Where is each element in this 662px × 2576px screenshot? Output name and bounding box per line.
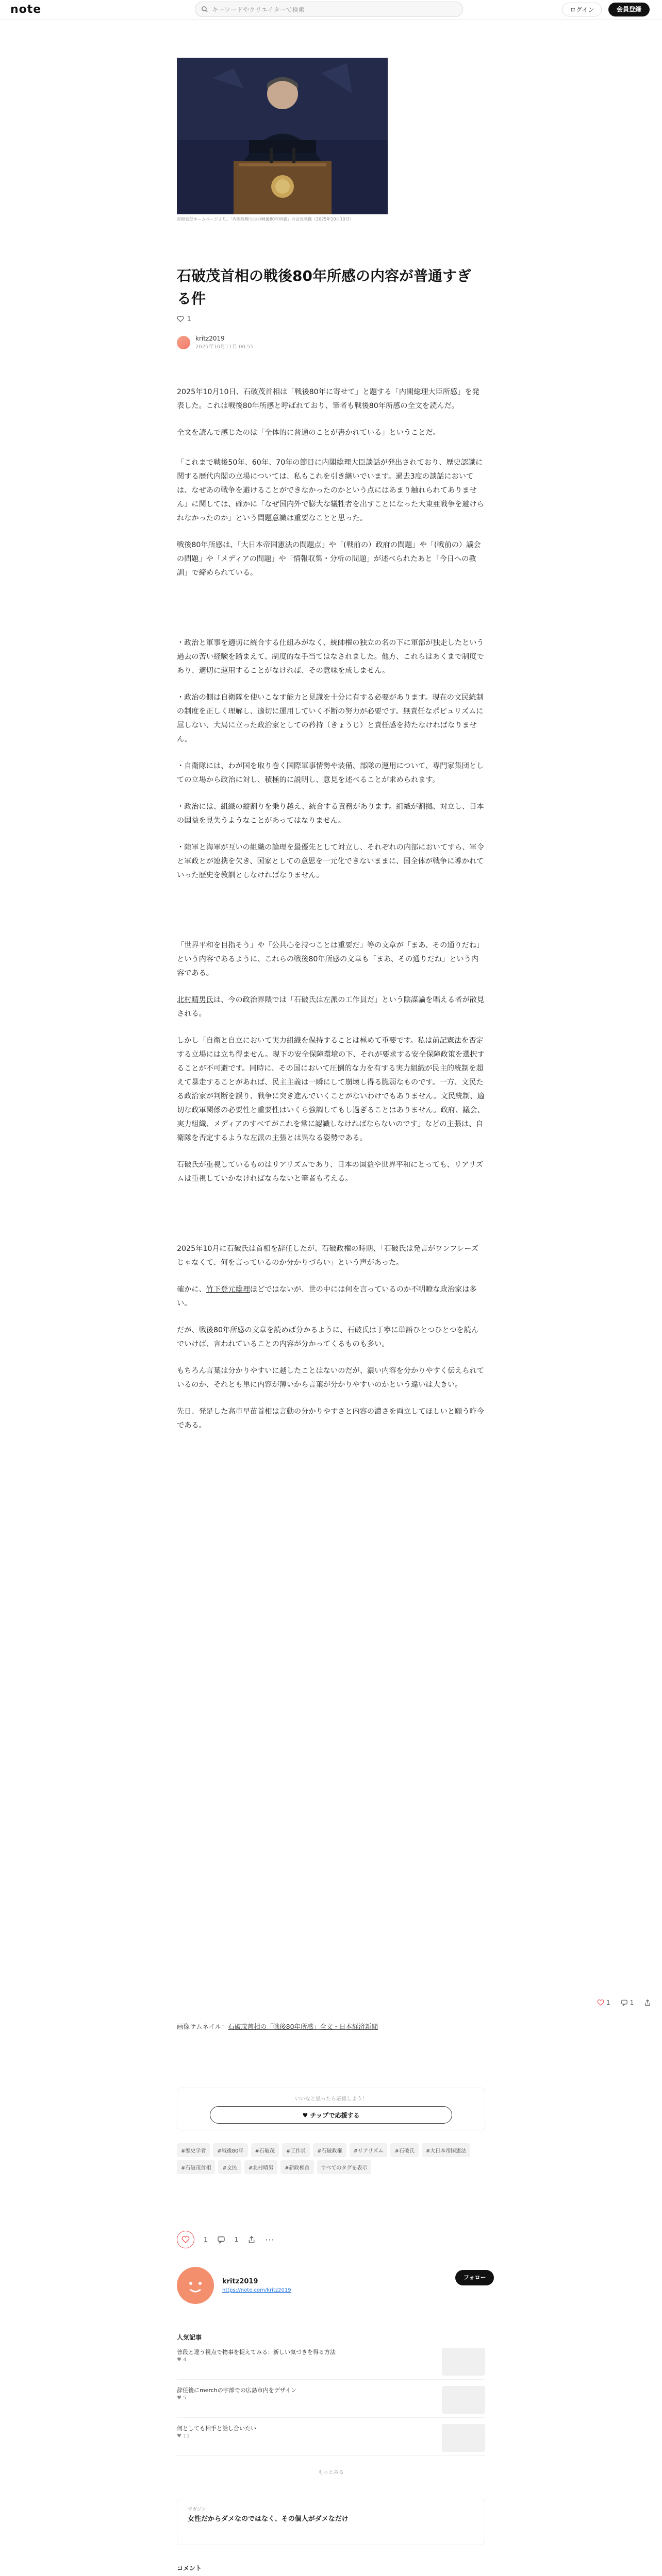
paragraph-text: 確かに、 [177, 1285, 206, 1294]
popular-more-link[interactable]: もっとみる [318, 2470, 344, 2476]
bullet: ・陸軍と海軍が互いの組織の論理を最優先として対立し、それぞれの内部においてすら、軍令と軍政とが連携を欠き、国家としての意思を一元化できないままに、国全体が戦争に導かれていった歴史を教訓としなければなりません。 [177, 843, 484, 879]
paragraph: 2025年10月10日、石破茂首相は「戦後80年に寄せて」と題する「内閣総理大臣所感」を発表した。これは戦後80年所感と呼ばれており、筆者も戦後80年所感の全文を読んだ。 [177, 388, 479, 410]
tag-chip[interactable]: #歴史学者 [177, 2143, 210, 2157]
search-input[interactable] [195, 2, 463, 17]
paragraph: 「世界平和を目指そう」や「公共心を持つことは重要だ」等の文章が「まあ、その通りだね」という内容であるように、これらの戦後80年所感の文章も「まあ、その通りだね」という内容である。 [177, 941, 484, 977]
sidebar-comment[interactable] [621, 1999, 634, 2006]
tag-chip[interactable]: #新政権首 [280, 2160, 313, 2174]
tag-list [177, 2143, 485, 2174]
popular-like-count: 11 [183, 2433, 190, 2439]
article-title: 石破茂首相の戦後80年所感の内容が普通すぎる件 [177, 267, 471, 307]
heart-icon [181, 2235, 190, 2244]
popular-item[interactable] [177, 2386, 485, 2418]
chip-question: いいなと思ったら応援しよう！ [295, 2096, 367, 2102]
author-avatar[interactable] [177, 336, 190, 349]
bullet: ・政治と軍事を適切に統合する仕組みがなく、統帥権の独立の名の下に軍部が独走したという過去の苦い経験を踏まえて、制度的な手当てはなされました。他方、これらはあくまで制度であり、適切に運用することがなければ、その意味を成しません。 [177, 639, 484, 675]
like-button[interactable] [177, 2231, 194, 2248]
article-body [177, 385, 485, 1446]
floating-actions [597, 1999, 651, 2006]
sidebar-like-count: 1 [606, 1999, 610, 2006]
tag-chip[interactable]: #石破茂 [251, 2143, 279, 2157]
comment-icon [621, 1999, 628, 2006]
bullet: ・自衛隊には、わが国を取り巻く国際軍事情勢や装備、部隊の運用について、専門家集団としての立場から政治に対し、積極的に説明し、意見を述べることが求められます。 [177, 762, 484, 784]
magazine-label: マガジン [188, 2507, 206, 2512]
popular-thumbnail[interactable] [442, 2386, 485, 2414]
follow-button[interactable]: フォロー [455, 2270, 494, 2285]
post-date: 2025年10月11日 00:55 [195, 344, 254, 350]
sidebar-comment-count: 1 [630, 1999, 634, 2006]
author-name[interactable]: kritz2019 [195, 335, 225, 342]
paragraph: 先日、発足した高市早苗首相は言動の分かりやすさと内容の濃さを両立してほしいと願う昨今である。 [177, 1408, 484, 1430]
heart-icon[interactable] [177, 315, 184, 323]
paragraph: 戦後80年所感は、「大日本帝国憲法の問題点」や「(戦前の）政府の問題」や「(戦前の）議会の問題」や「メディアの問題」や「情報収集・分析の問題」が述べられたあと「今日への教訓」で締められている。 [177, 541, 481, 577]
popular-title[interactable]: 普段と違う視点で物事を捉えてみる：新しい気づきを得る方法 [177, 2349, 336, 2355]
search-icon [202, 6, 208, 12]
popular-likes: ♥ 5 [177, 2395, 187, 2401]
magazine-title[interactable]: 女性だからダメなのではなく、その個人がダメなだけ [188, 2515, 349, 2523]
popular-heading: 人気記事 [177, 2334, 202, 2341]
share-icon[interactable] [644, 1999, 651, 2006]
article-actions [177, 2231, 485, 2248]
paragraph: 「これまで戦後50年、60年、70年の節目に内閣総理大臣談話が発出されており、歴史認識に関する歴代内閣の立場については、私もこれを引き継いでいます。過去3度の談話においては、なぜあの戦争を避けることができなかったのかという点にはあまり触れられてありません」に関しては、確かに「なぜ国内外で膨大な犠牲者を出すことになった大東亜戦争を避けられなかったのか」という問題意識は重要なことと思った。 [177, 459, 484, 522]
tag-chip[interactable]: #リアリズム [350, 2143, 388, 2157]
paragraph: 石破氏が重視しているものはリアリズムであり、日本の国益や世界平和にとっても、リアリズムは重視していかなければならないと筆者も考える。 [177, 1161, 483, 1183]
hero-photo [177, 58, 388, 214]
note-logo[interactable]: note [10, 3, 42, 16]
tag-chip[interactable]: #石破茂首相 [177, 2160, 215, 2174]
sidebar-like[interactable] [597, 1999, 610, 2006]
tag-chip[interactable]: #大日本帝国憲法 [422, 2143, 470, 2157]
tag-chip[interactable]: #文民 [218, 2160, 241, 2174]
popular-item[interactable] [177, 2348, 485, 2380]
creator-avatar[interactable] [177, 2267, 214, 2304]
tag-chip[interactable]: #石破氏 [390, 2143, 418, 2157]
paragraph [177, 993, 485, 1021]
chip-icon: ♥ [302, 2112, 310, 2119]
paragraph: もちろん言葉は分かりやすいに越したことはないのだが、濃い内容を分かりやすく伝えられているのか、それとも単に内容が薄いから言葉が分かりやすいのかという違いは大きい。 [177, 1367, 484, 1389]
tag-chip[interactable]: #戦後80年 [213, 2143, 247, 2157]
popular-likes: ♥ 4 [177, 2357, 187, 2363]
paragraph: しかし「自衛と自立において実力組織を保持することは極めて重要です。私は前記憲法を否定する立場には立ち得ません。現下の安全保障環境の下、それが要求する安全保障政策を選択することが不可避です。同時に、その国において圧倒的な力を有する実力組織が民主的統制を超えて暴走することがあれば、民主主義は一瞬にして崩壊し得る脆弱なものです。一方、文民たる政治家が判断を誤り、戦争に突き進んでいくことがないわけでもありません。文民統制、適切な政軍関係の必要性と重要性はいくら強調してもし過ぎることはありません。政府、議会、実力組織、メディアのすべてがこれを常に認識しなければならないのです」などの主張は、自衛隊を否定するような左派の主張とは異なる姿勢である。 [177, 1037, 485, 1142]
like-summary [177, 315, 485, 323]
heart-icon [597, 1999, 604, 2006]
like-count: 1 [204, 2236, 208, 2243]
register-button[interactable]: 会員登録 [608, 3, 650, 16]
chip-button-label: チップで応援する [310, 2112, 360, 2119]
top-header [0, 0, 662, 20]
paragraph: 全文を読んで感じたのは「全体的に普通のことが書かれている」ということだ。 [177, 429, 440, 437]
comments-heading: コメント [177, 2565, 202, 2572]
popular-thumbnail[interactable] [442, 2424, 485, 2452]
bullet: ・政治の側は自衛隊を使いこなす能力と見識を十分に有する必要があります。現在の文民統制の制度を正しく理解し、適切に運用していく不断の努力が必要です。無責任なポピュリズムに屈しない、大局に立った政治家としての矜持（きょうじ）と責任感を持たなければなりません。 [177, 693, 484, 743]
popular-title[interactable]: 辞任後にmerchの宇部での広島市内をデザイン [177, 2387, 297, 2394]
share-icon[interactable] [247, 2235, 256, 2244]
creator-card [177, 2267, 485, 2304]
paragraph-text: は、今の政治界隈では「石破氏は左派の工作員だ」という陰謀論を唱える者が散見される。 [177, 996, 484, 1018]
chip-button[interactable] [210, 2106, 452, 2124]
paragraph: だが、戦後80年所感の文章を読めば分かるように、石破氏は丁寧に単語ひとつひとつを読んでいけば、言われていることの内容が分かってくるものも多い。 [177, 1326, 478, 1348]
popular-title[interactable]: 何としても相手と話し合いたい [177, 2425, 256, 2432]
takeshita-link[interactable]: 竹下登元総理 [206, 1285, 250, 1294]
popular-likes: ♥ 11 [177, 2433, 190, 2439]
login-button[interactable]: ログイン [562, 3, 602, 16]
popular-item[interactable] [177, 2424, 485, 2456]
creator-name[interactable]: kritz2019 [222, 2278, 258, 2285]
more-icon[interactable]: ··· [265, 2234, 275, 2245]
popular-like-count: 4 [183, 2357, 187, 2363]
popular-articles [177, 2333, 485, 2462]
image-credit-label: 画像サムネイル： [177, 2023, 228, 2030]
popular-thumbnail[interactable] [442, 2348, 485, 2376]
paragraph: 2025年10月に石破氏は首相を辞任したが、石破政権の時期、「石破氏は発言がワンフレーズじゃなくて、何を言っているのか分かりづらい」という声があった。 [177, 1245, 478, 1267]
paragraph-text: ほどではないが、世の中には何を言っているのか不明瞭な政治家は多い。 [177, 1285, 477, 1308]
paragraph [177, 1283, 485, 1311]
tag-chip[interactable]: #北村晴男 [244, 2160, 277, 2174]
magazine-card[interactable] [177, 2499, 485, 2545]
tag-chip[interactable]: #工作員 [282, 2143, 310, 2157]
comment-count: 1 [234, 2236, 239, 2243]
creator-url[interactable]: https://note.com/kritz2019 [222, 2287, 291, 2293]
search-placeholder: キーワードやクリエイターで検索 [212, 6, 305, 13]
bullet: ・政治には、組織の縦割りを乗り越え、統合する責務があります。組織が割拠、対立し、日本の国益を見失うようなことがあってはなりません。 [177, 803, 484, 825]
nikkei-link[interactable]: 石破茂首相の「戦後80年所感」全文・日本経済新聞 [228, 2023, 378, 2030]
tag-chip[interactable]: #石破政権 [313, 2143, 346, 2157]
like-count: 1 [187, 315, 191, 323]
popular-like-count: 5 [183, 2395, 187, 2401]
photo-caption: 首相官邸ホームページより。「内閣総理大臣の戦後80年所感」の会見映像（2025年10月10日） [177, 217, 354, 222]
comment-icon[interactable] [217, 2235, 225, 2244]
tag-chip[interactable]: すべてのタグを表示 [317, 2160, 372, 2174]
image-credit [177, 2022, 485, 2031]
author-block[interactable] [177, 335, 485, 350]
chip-box [177, 2088, 485, 2130]
kitamura-link[interactable]: 北村晴男氏 [177, 996, 213, 1004]
